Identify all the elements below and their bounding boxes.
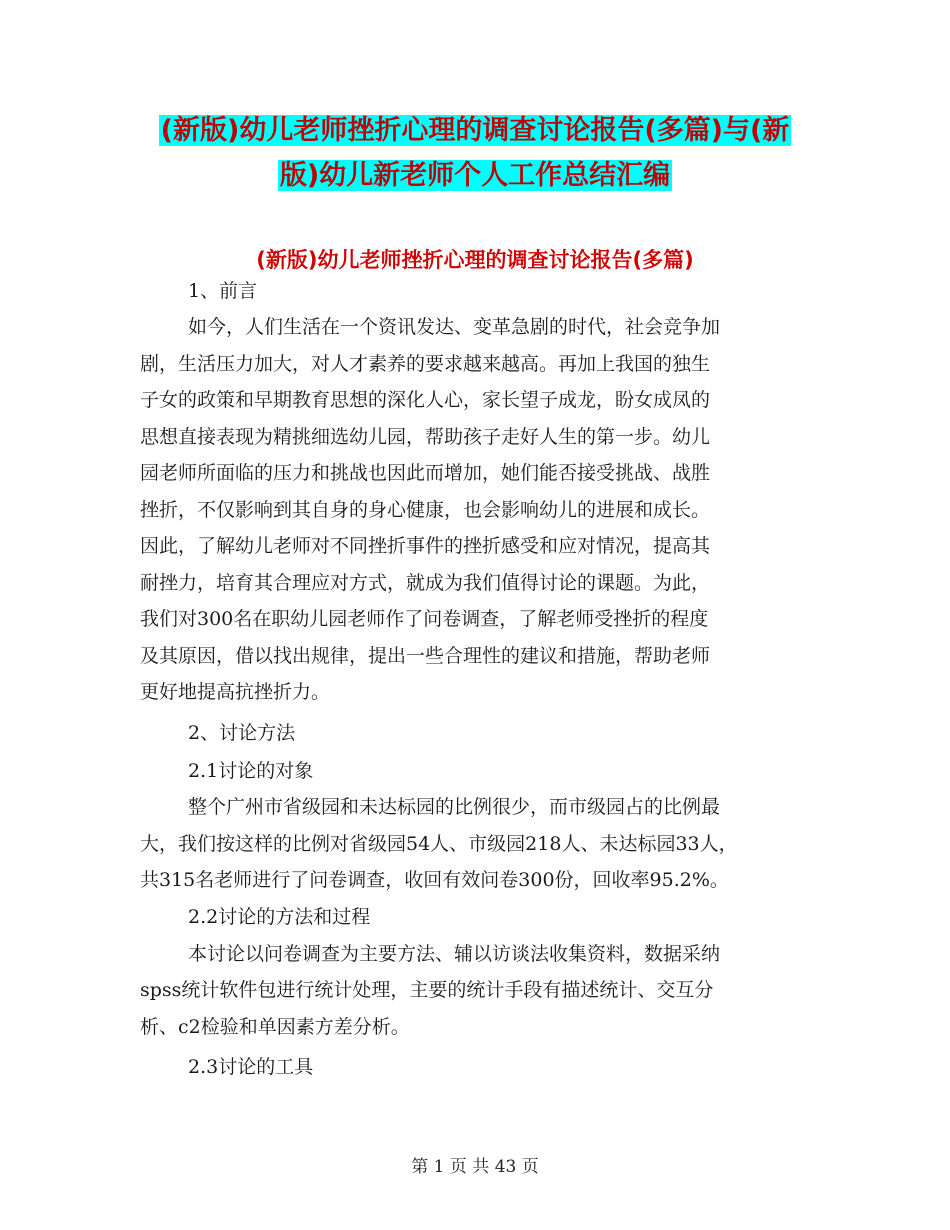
document-title-line-2: [0, 156, 950, 196]
document-title-line-1: [0, 111, 950, 151]
paragraph-line: 思想直接表现为精挑细选幼儿园，帮助孩子走好人生的第一步。幼儿: [140, 426, 711, 448]
paragraph-line: spss统计软件包进行统计处理，主要的统计手段有描述统计、交互分: [140, 979, 714, 1001]
paragraph-line: 共315名老师进行了问卷调查，收回有效问卷300份，回收率95.2%。: [140, 869, 729, 891]
title-highlight-2: 版)幼儿新老师个人工作总结汇编: [279, 160, 671, 191]
heading-methods: 2、讨论方法: [188, 722, 296, 744]
paragraph-line: 本讨论以问卷调查为主要方法、辅以访谈法收集资料，数据采纳: [188, 943, 721, 965]
paragraph-line: 剧，生活压力加大，对人才素养的要求越来越高。再加上我国的独生: [140, 353, 711, 375]
paragraph-line: 耐挫力，培育其合理应对方式，就成为我们值得讨论的课题。为此，: [140, 572, 711, 594]
paragraph-line: 子女的政策和早期教育思想的深化人心，家长望子成龙，盼女成凤的: [140, 389, 711, 411]
paragraph-line: 挫折，不仅影响到其自身的身心健康，也会影响幼儿的进展和成长。: [140, 499, 711, 521]
paragraph-line: 大，我们按这样的比例对省级园54人、市级园218人、未达标园33人，: [140, 833, 738, 855]
paragraph-line: 如今，人们生活在一个资讯发达、变革急剧的时代，社会竞争加: [188, 316, 721, 338]
section-title: (新版)幼儿老师挫折心理的调查讨论报告(多篇): [256, 248, 694, 272]
heading-tools: 2.3讨论的工具: [188, 1056, 314, 1078]
paragraph-line: 析、c2检验和单因素方差分析。: [140, 1016, 410, 1038]
heading-process: 2.2讨论的方法和过程: [188, 906, 371, 928]
page-footer: 第 1 页 共 43 页: [411, 1157, 539, 1177]
paragraph-line: 整个广州市省级园和未达标园的比例很少，而市级园占的比例最: [188, 796, 721, 818]
paragraph-line: 我们对300名在职幼儿园老师作了问卷调查，了解老师受挫折的程度: [140, 608, 709, 630]
heading-preface: 1、前言: [188, 280, 258, 302]
paragraph-line: 更好地提高抗挫折力。: [140, 681, 331, 703]
heading-subjects: 2.1讨论的对象: [188, 760, 314, 782]
title-highlight-1: (新版)幼儿老师挫折心理的调查讨论报告(多篇)与(新: [160, 115, 790, 146]
paragraph-line: 及其原因，借以找出规律，提出一些合理性的建议和措施，帮助老师: [140, 645, 711, 667]
paragraph-line: 因此，了解幼儿老师对不同挫折事件的挫折感受和应对情况，提高其: [140, 535, 711, 557]
paragraph-line: 园老师所面临的压力和挑战也因此而增加，她们能否接受挑战、战胜: [140, 462, 711, 484]
